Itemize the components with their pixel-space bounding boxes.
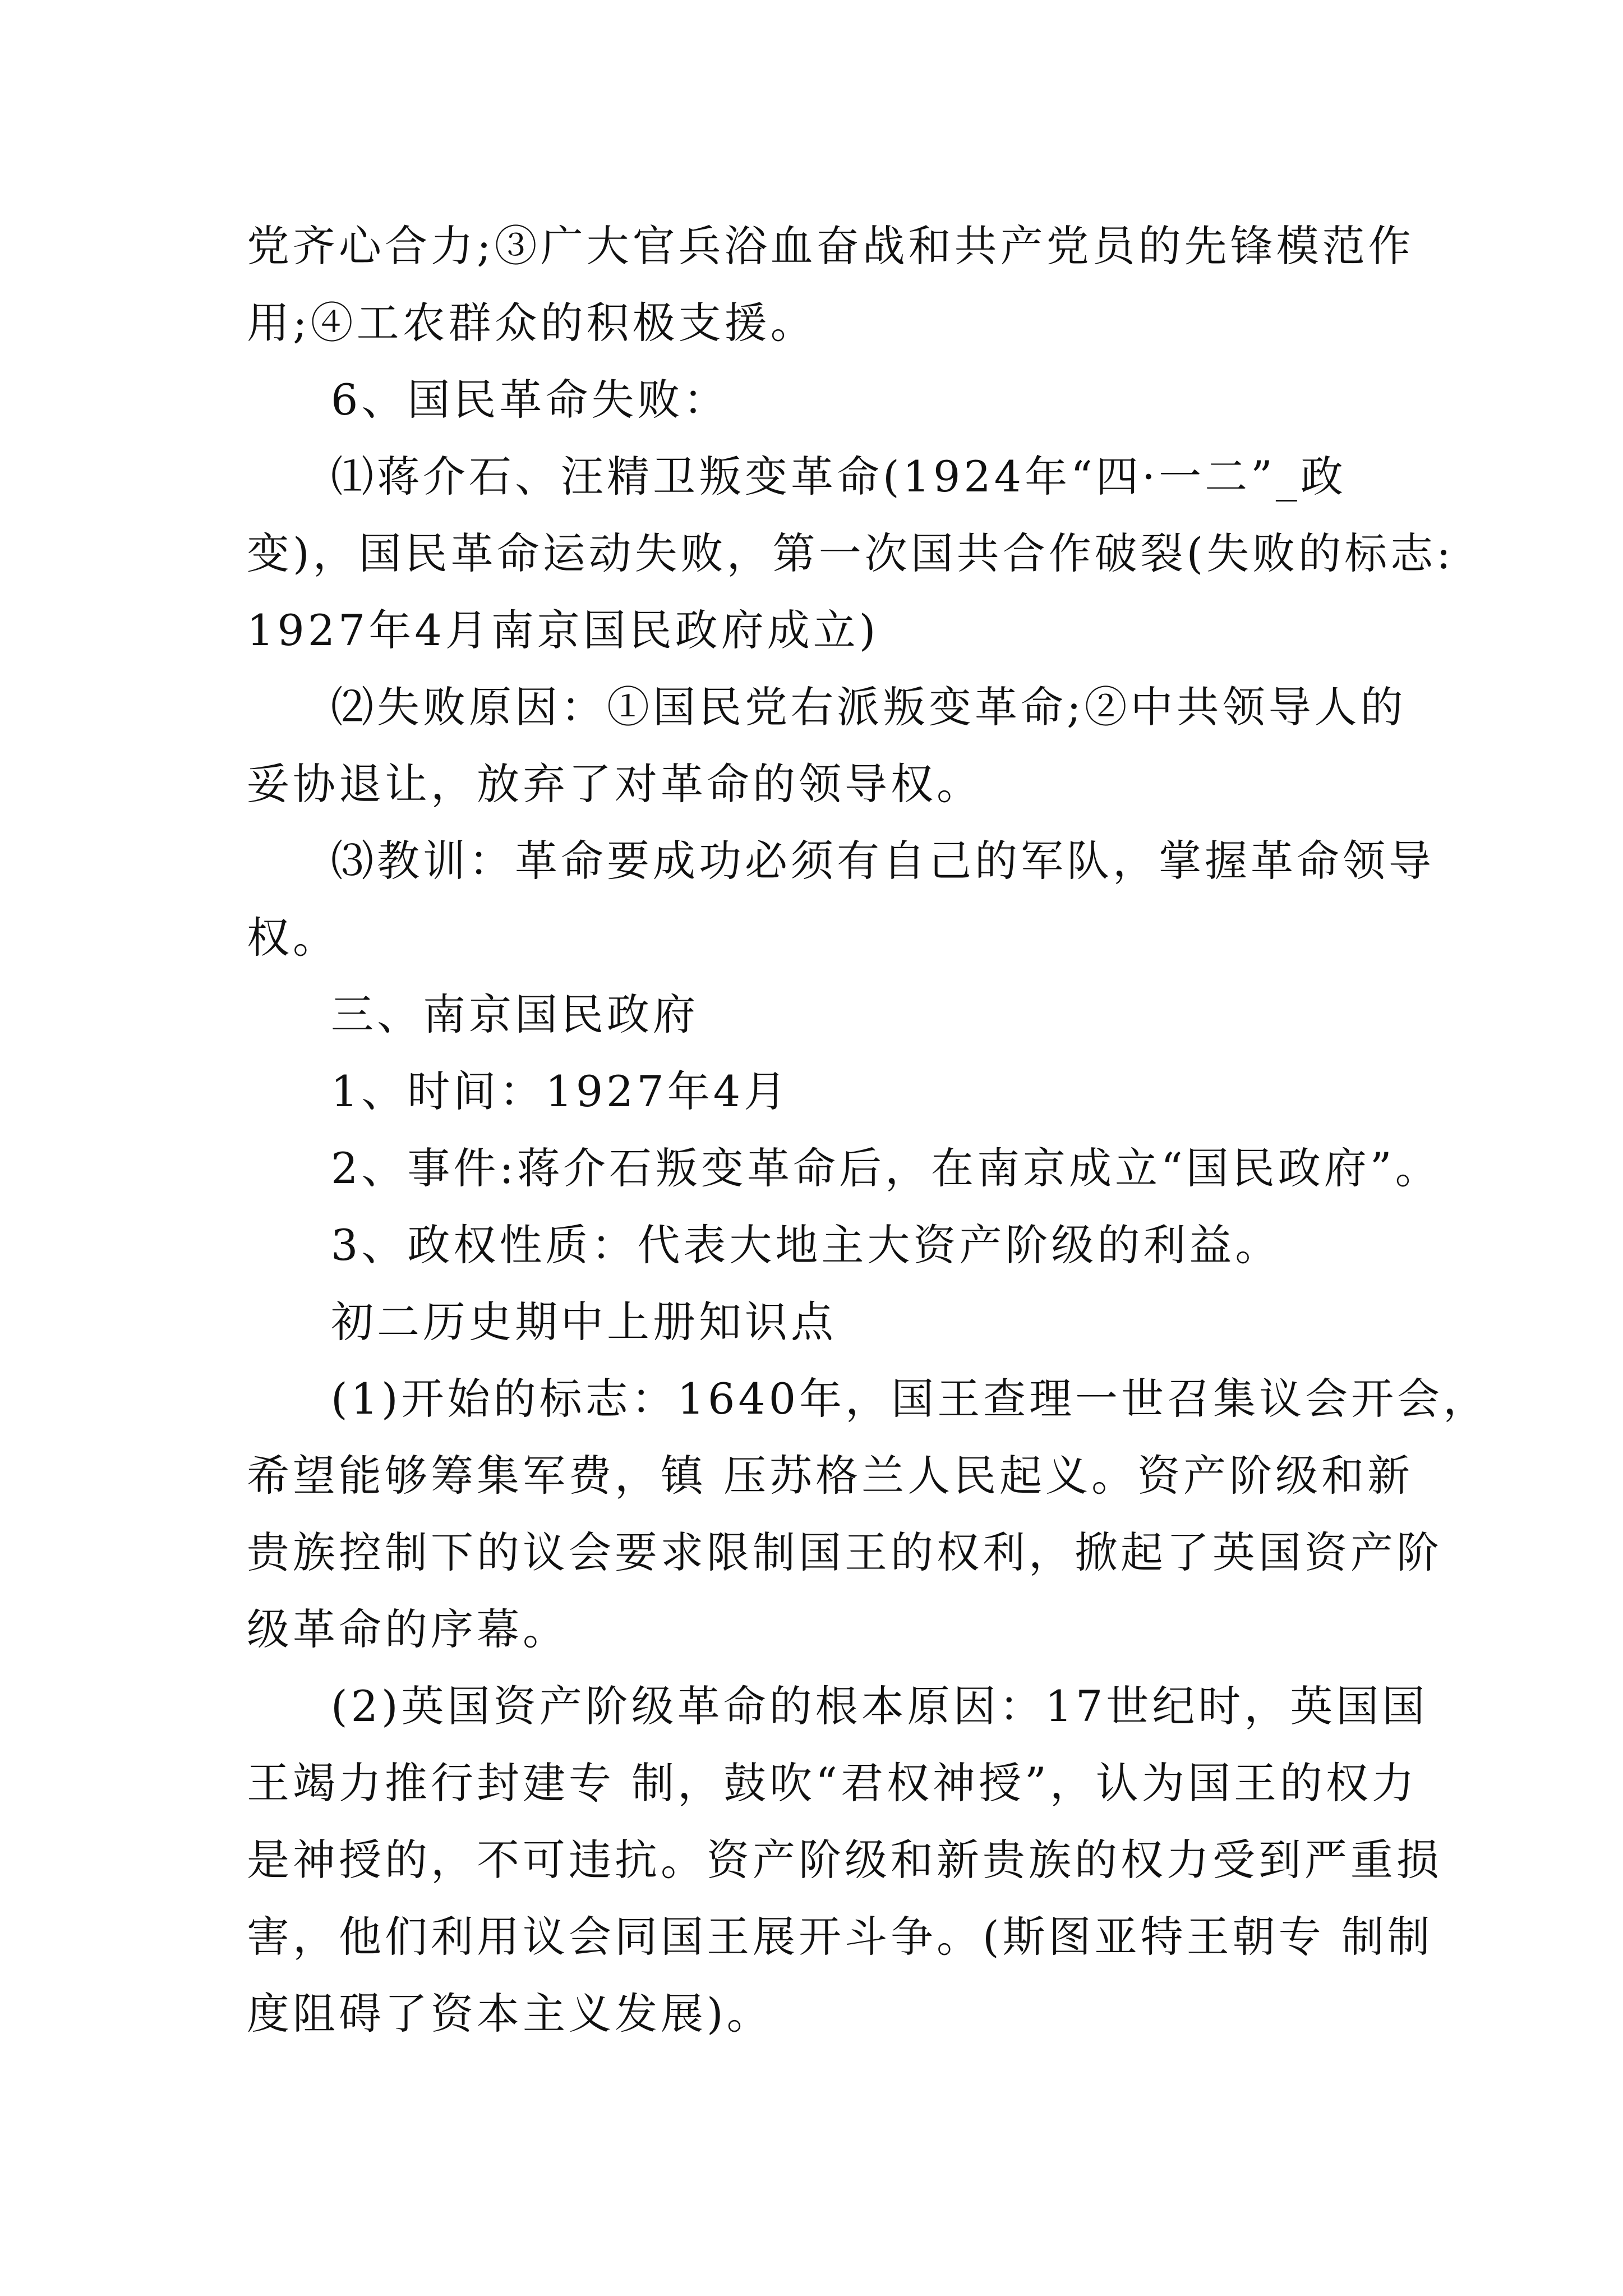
text-line: 害，他们利用议会同国王展开斗争。(斯图亚特王朝专 制制 xyxy=(247,1912,1433,1962)
document-body xyxy=(247,208,1490,2052)
text-line: 用;④工农群众的积极支援。 xyxy=(247,298,817,348)
text-line: 是神授的，不可违抗。资产阶级和新贵族的权力受到严重损 xyxy=(247,1835,1442,1885)
section-heading: 三、南京国民政府 xyxy=(331,990,699,1039)
text-line: 变)，国民革命运动失败，第一次国共合作破裂(失败的标志: xyxy=(247,528,1454,578)
text-line: 1927年4月南京国民政府成立) xyxy=(247,605,879,655)
section-heading: 初二历史期中上册知识点 xyxy=(331,1297,837,1347)
section-heading: 6、国民革命失败： xyxy=(331,375,730,425)
text-line: (1)开始的标志：1640年，国王查理一世召集议会开会， xyxy=(331,1374,1490,1424)
text-line: 度阻碍了资本主义发展)。 xyxy=(247,1989,773,2039)
text-line: 党齐心合力;③广大官兵浴血奋战和共产党员的先锋模范作 xyxy=(247,221,1414,271)
text-line: 权。 xyxy=(247,913,339,963)
text-line: ⑴蒋介石、汪精卫叛变革命(1924年“四·一二”_政 xyxy=(331,452,1347,501)
text-line: 王竭力推行封建专 制，鼓吹“君权神授”，认为国王的权力 xyxy=(247,1758,1418,1808)
text-line: (2)英国资产阶级革命的根本原因：17世纪时，英国国 xyxy=(331,1681,1428,1731)
text-line: 1、时间：1927年4月 xyxy=(331,1066,790,1116)
text-line: 贵族控制下的议会要求限制国王的权利，掀起了英国资产阶 xyxy=(247,1527,1442,1577)
text-line: 3、政权性质：代表大地主大资产阶级的利益。 xyxy=(331,1220,1281,1270)
text-line: 级革命的序幕。 xyxy=(247,1604,569,1654)
text-line: 希望能够筹集军费，镇 压苏格兰人民起义。资产阶级和新 xyxy=(247,1451,1414,1501)
text-line: ⑵失败原因：①国民党右派叛变革命;②中共领导人的 xyxy=(331,682,1407,732)
text-line: 2、事件:蒋介石叛变革命后，在南京成立“国民政府”。 xyxy=(331,1143,1441,1193)
text-line: ⑶教训：革命要成功必须有自己的军队，掌握革命领导 xyxy=(331,836,1435,886)
text-line: 妥协退让，放弃了对革命的领导权。 xyxy=(247,759,983,809)
